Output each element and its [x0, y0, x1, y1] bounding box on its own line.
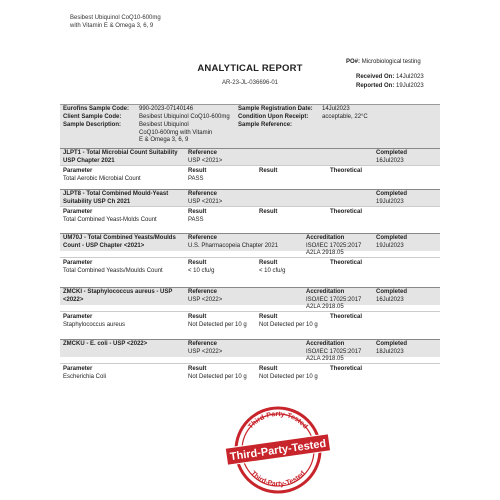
completed-date: 18Jul2023 [376, 348, 404, 355]
accreditation-label: Accreditation [306, 235, 345, 241]
stamp-banner-text: Third-Party-Tested [229, 437, 327, 464]
result-label: Result [188, 260, 207, 266]
completed-label: Completed [376, 191, 408, 197]
accreditation-value: ISO/IEC 17025:2017 [306, 296, 362, 303]
result-label: Result [188, 168, 207, 174]
test-header-1 [60, 189, 440, 207]
completed-date: 16Jul2023 [376, 157, 404, 164]
reference-label: Reference [188, 191, 218, 197]
result-value: Not Detected per 10 g [188, 322, 247, 328]
test-header-3 [60, 287, 440, 310]
result-value: Not Detected per 10 g [188, 374, 247, 380]
accreditation-label: Accreditation [306, 289, 345, 295]
test-title-line2: Count - USP Chapter <2021> [63, 242, 145, 249]
result-label-2: Result [259, 314, 278, 320]
result-label-2: Result [259, 366, 278, 372]
reference-label: Reference [188, 341, 218, 347]
stamp-bottom-text: Third-Party-Tested [249, 470, 307, 489]
reference-label: Reference [188, 150, 218, 156]
report-dates [356, 73, 424, 90]
reference-value: USP <2021> [188, 198, 223, 205]
test-header-0 [60, 148, 440, 166]
sample-reference-label: Sample Reference: [238, 122, 293, 128]
test-result-row-2 [60, 257, 440, 276]
parameter-label: Parameter [63, 209, 93, 215]
test-header-2 [60, 233, 440, 256]
theoretical-label: Theoretical [330, 260, 363, 266]
stamp-top-text: Third-Party-Tested [247, 410, 309, 431]
result-value: PASS [188, 217, 204, 223]
parameter-value: Total Combined Yeast-Molds Count [63, 217, 157, 223]
received-value: 14Jul2023 [396, 74, 424, 80]
result-value-2: Not Detected per 10 g [259, 322, 318, 328]
test-title-line2: Suitability USP Ch 2021 [63, 198, 131, 205]
parameter-value: Total Aerobic Microbial Count [63, 176, 141, 182]
reference-label: Reference [188, 289, 218, 295]
theoretical-label: Theoretical [330, 168, 363, 174]
third-party-tested-stamp [222, 405, 334, 495]
theoretical-label: Theoretical [330, 314, 363, 320]
parameter-value: Staphylococcus aureus [63, 322, 126, 328]
reference-label: Reference [188, 235, 218, 241]
reference-value: USP <2022> [188, 348, 223, 355]
result-value: < 10 cfu/g [188, 268, 215, 274]
test-result-row-3 [60, 311, 440, 330]
description-label: Sample Description: [63, 122, 122, 128]
test-header-4 [60, 339, 440, 362]
completed-label: Completed [376, 150, 408, 156]
completed-date: 19Jul2023 [376, 242, 404, 249]
description-line3: E & Omega 3, 6, 9 [139, 137, 189, 143]
sample-code-value: 990-2023-07140146 [139, 106, 194, 112]
report-number: AR-23-JL-036696-01 [221, 80, 279, 86]
parameter-label: Parameter [63, 168, 93, 174]
test-title-line1: UM70J - Total Combined Yeasts/Moulds [63, 235, 176, 241]
registration-date-value: 14Jul2023 [322, 106, 350, 112]
client-code-value: Besibest Ubiquinol CoQ10-600mg [139, 114, 230, 120]
completed-label: Completed [376, 289, 408, 295]
report-title: ANALYTICAL REPORT [197, 63, 303, 74]
accreditation-label: Accreditation [306, 341, 345, 347]
test-title-line1: ZMCKI - Staphylococcus aureus - USP [63, 289, 173, 295]
received-label: Received On: [356, 74, 395, 80]
description-line1: Besibest Ubiquinol [139, 122, 189, 128]
test-result-row-4 [60, 363, 440, 382]
result-label: Result [188, 209, 207, 215]
completed-date: 16Jul2023 [376, 296, 404, 303]
product-name-line2: with Vitamin E & Omega 3, 6, 9 [70, 22, 154, 29]
product-name-line1: Besibest Ubiquinol CoQ10-600mg [70, 15, 161, 21]
completed-date: 19Jul2023 [376, 198, 404, 205]
po-line [346, 59, 421, 65]
received-line [356, 73, 424, 82]
test-result-row-1 [60, 206, 440, 225]
theoretical-label: Theoretical [330, 366, 363, 372]
result-value: PASS [188, 176, 204, 182]
reference-value: USP <2021> [188, 157, 223, 164]
parameter-label: Parameter [63, 260, 93, 266]
parameter-label: Parameter [63, 366, 93, 372]
parameter-value: Escherichia Coli [63, 374, 107, 380]
test-title-line1: JLPT1 - Total Microbial Count Suitability [63, 150, 178, 156]
theoretical-label: Theoretical [330, 209, 363, 215]
accreditation-value-2: A2LA 2918.05 [306, 356, 344, 362]
result-label: Result [188, 314, 207, 320]
condition-label: Condition Upon Receipt: [238, 114, 309, 120]
po-value: Microbiological testing [361, 59, 421, 65]
reported-label: Reported On: [356, 82, 395, 89]
result-label: Result [188, 366, 207, 372]
description-line2: CoQ10-600mg with Vitamin [139, 129, 213, 136]
parameter-label: Parameter [63, 314, 93, 320]
reference-value: USP <2022> [188, 296, 223, 303]
completed-label: Completed [376, 235, 408, 241]
reference-value: U.S. Pharmacopeia Chapter 2021 [188, 242, 279, 249]
client-code-label: Client Sample Code: [63, 114, 122, 120]
condition-value: acceptable, 22°C [322, 114, 368, 120]
test-result-row-0 [60, 165, 440, 184]
registration-date-label: Sample Registration Date: [238, 106, 313, 112]
completed-label: Completed [376, 341, 408, 347]
accreditation-value-2: A2LA 2918.05 [306, 250, 344, 256]
accreditation-value: ISO/IEC 17025:2017 [306, 348, 362, 355]
test-title-line1: ZMCKU - E. coli - USP <2022> [63, 341, 148, 347]
po-label: PO#: [346, 59, 361, 65]
result-label-2: Result [259, 260, 278, 266]
result-value-2: < 10 cfu/g [259, 268, 286, 274]
reported-line [356, 82, 424, 91]
accreditation-value-2: A2LA 2918.05 [306, 304, 344, 310]
sample-info-block [60, 104, 440, 149]
test-title-line1: JLPT8 - Total Combined Mould-Yeast [63, 191, 169, 197]
product-name [70, 15, 161, 30]
result-label-2: Result [259, 209, 278, 215]
reported-value: 19Jul2023 [396, 82, 424, 89]
test-title-line2: <2022> [63, 296, 84, 303]
test-title-line2: USP Chapter 2021 [63, 157, 115, 164]
accreditation-value: ISO/IEC 17025:2017 [306, 242, 362, 249]
parameter-value: Total Combined Yeasts/Moulds Count [63, 268, 163, 274]
sample-code-label: Eurofins Sample Code: [63, 106, 130, 112]
result-label-2: Result [259, 168, 278, 174]
result-value-2: Not Detected per 10 g [259, 374, 318, 380]
